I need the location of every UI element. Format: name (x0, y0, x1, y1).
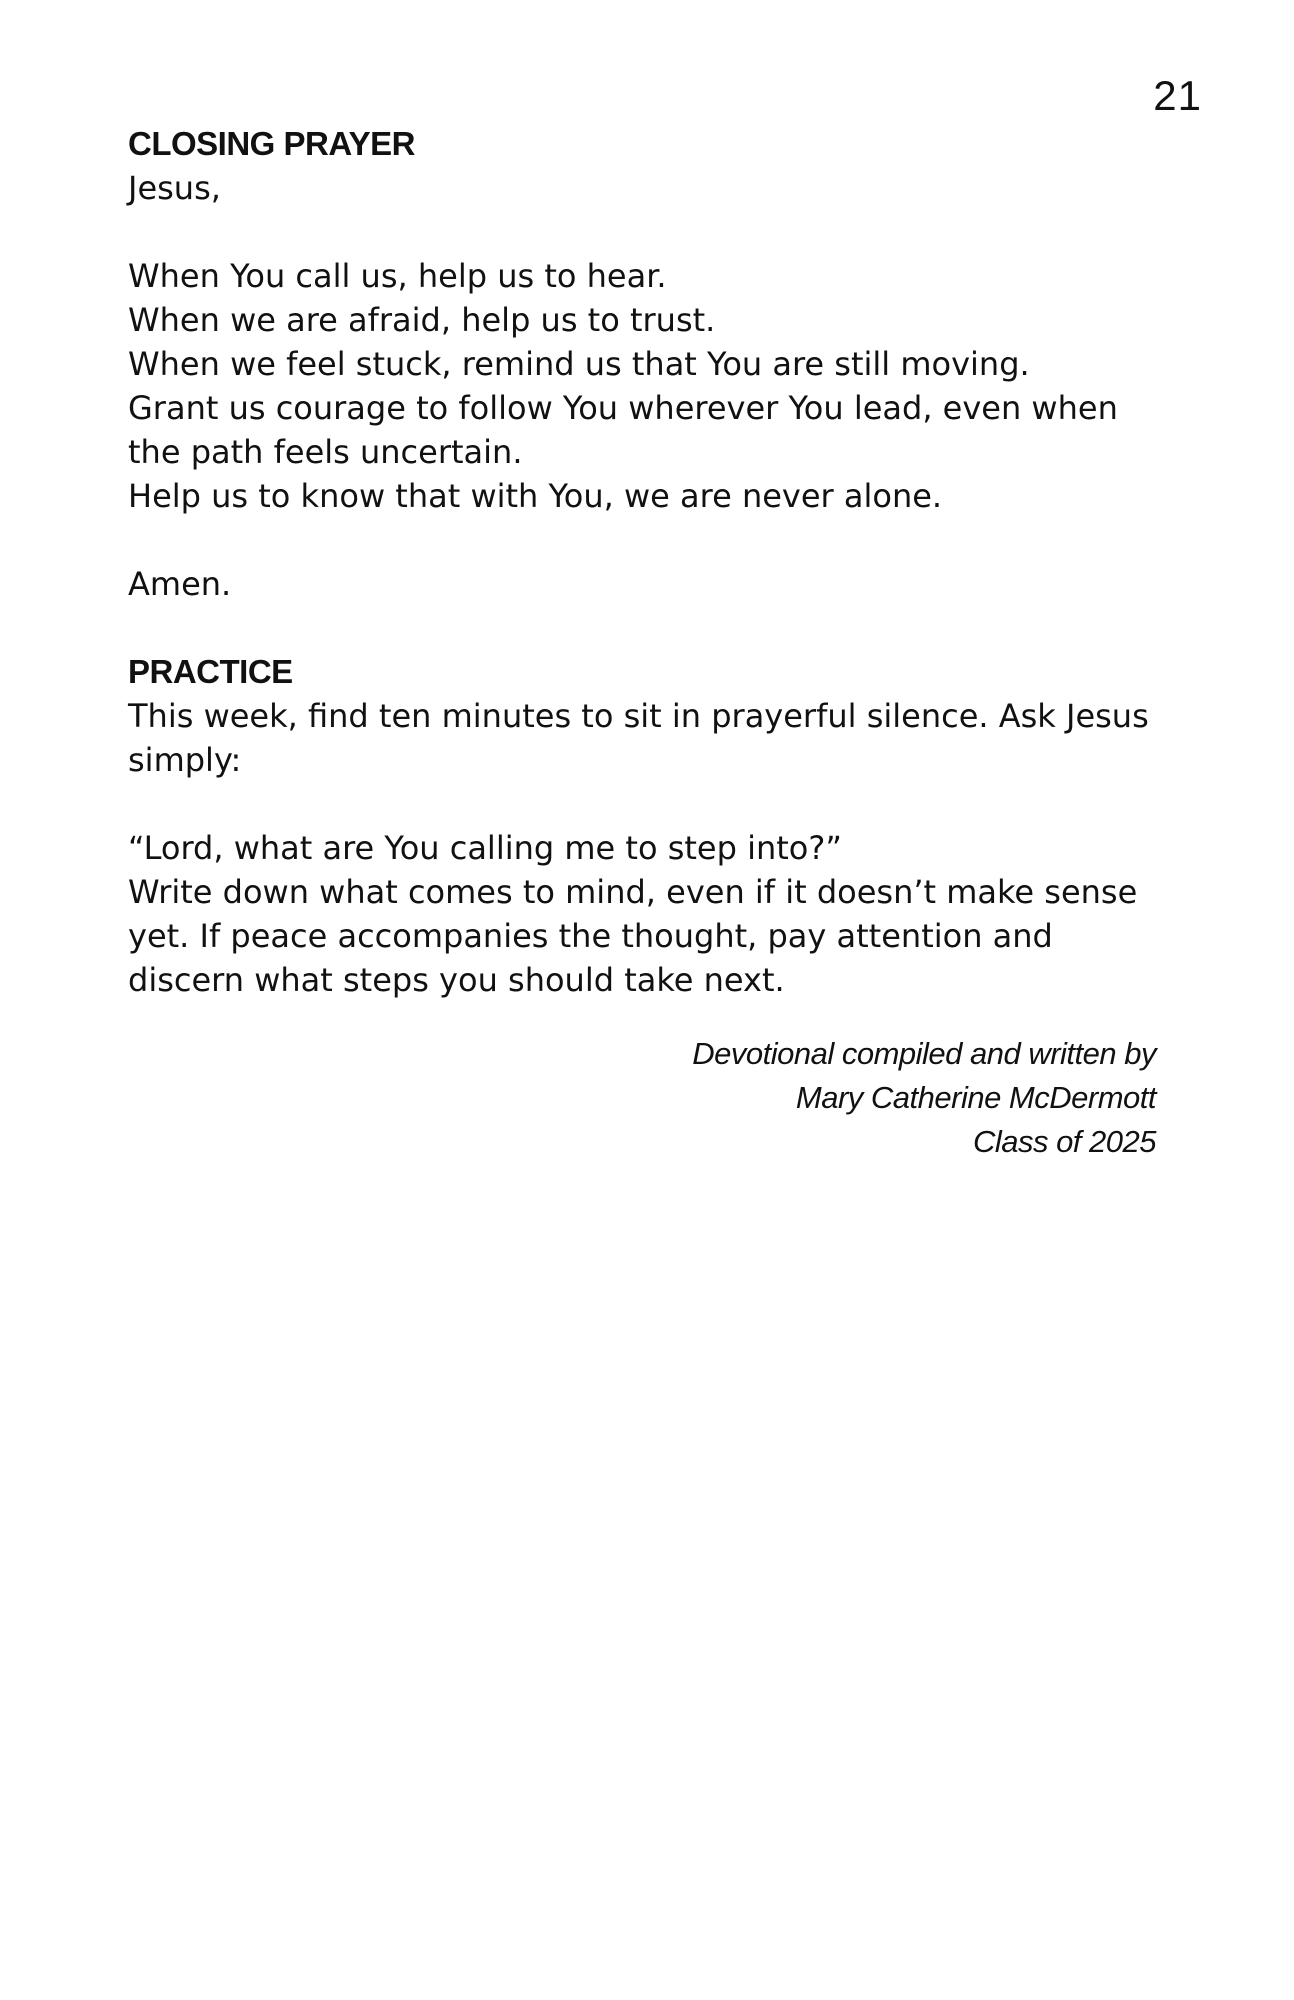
prayer-line: the path feels uncertain. (128, 433, 523, 471)
practice-question: “Lord, what are You calling me to step into?” (128, 829, 842, 867)
practice-body-line: yet. If peace accompanies the thought, pay attention and (128, 917, 1053, 955)
author-name: Mary Catherine McDermott (795, 1080, 1156, 1115)
prayer-line: When we are afraid, help us to trust. (128, 301, 716, 339)
author-class: Class of 2025 (972, 1124, 1156, 1159)
closing-prayer-heading: CLOSING PRAYER (128, 125, 416, 162)
practice-body-line: Write down what comes to mind, even if it doesn’t make sense (128, 873, 1138, 911)
prayer-line: When we feel stuck, remind us that You are still moving. (128, 345, 1030, 383)
practice-intro-line: simply: (128, 741, 242, 779)
prayer-line: Grant us courage to follow You wherever You lead, even when (128, 389, 1118, 427)
practice-body-line: discern what steps you should take next. (128, 961, 785, 999)
prayer-line: Help us to know that with You, we are never alone. (128, 477, 943, 515)
devotional-content (128, 122, 1168, 1002)
author-signature (692, 1032, 1156, 1164)
prayer-line: When You call us, help us to hear. (128, 257, 667, 295)
practice-intro-line: This week, find ten minutes to sit in prayerful silence. Ask Jesus (128, 697, 1149, 735)
prayer-salutation: Jesus, (128, 169, 221, 207)
prayer-amen: Amen. (128, 565, 232, 603)
page-number: 21 (1153, 72, 1202, 119)
signature-line: Devotional compiled and written by (692, 1036, 1156, 1071)
practice-heading: PRACTICE (128, 653, 293, 690)
